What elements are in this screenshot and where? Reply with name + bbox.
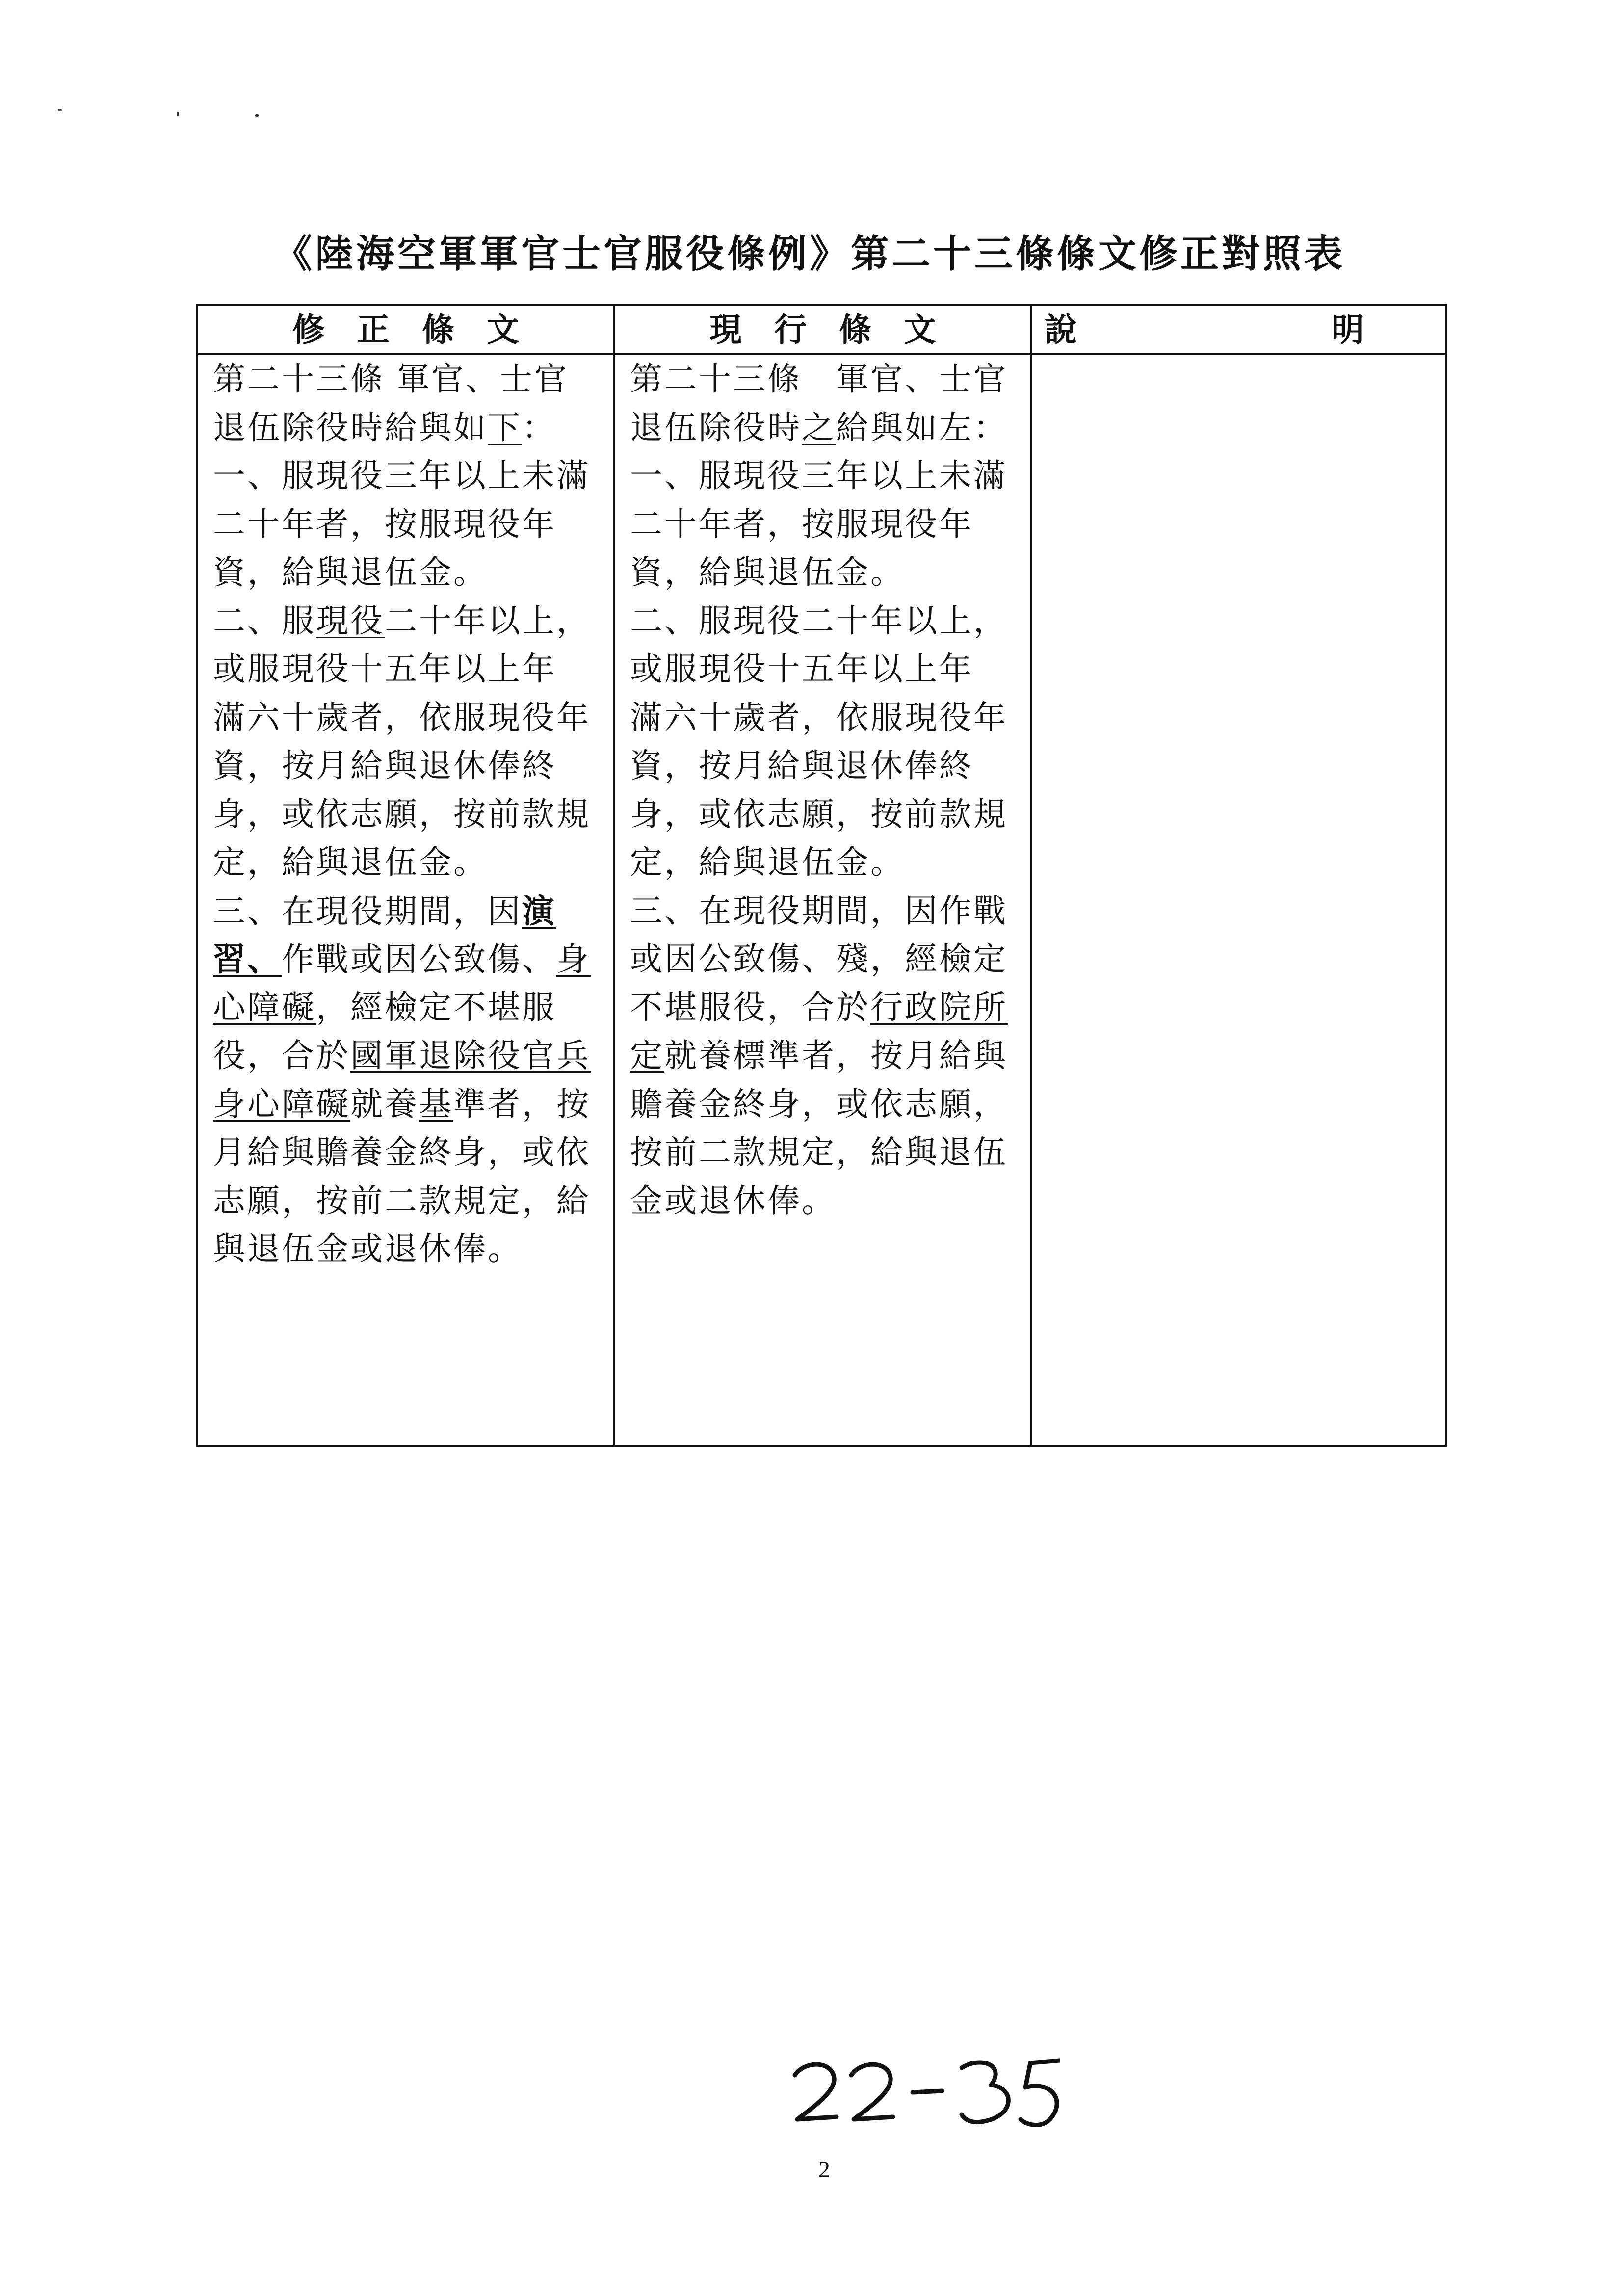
text-line: [213, 935, 605, 984]
header-explanation-left: 說: [1045, 311, 1077, 349]
text-segment: ：: [522, 408, 556, 446]
amended-text-segment: 現役: [316, 601, 385, 640]
amended-text-segment: 心障礙: [213, 988, 316, 1026]
text-segment: 資，給與退伍金。: [630, 553, 905, 591]
text-segment: 與退伍金或退休俸。: [213, 1230, 522, 1268]
text-segment: 志願，按前二款規定，給: [213, 1181, 591, 1220]
text-segment: 就養: [350, 1085, 419, 1123]
text-segment: 二、服: [213, 601, 316, 640]
scan-speck: [177, 112, 179, 116]
text-segment: 身，或依志願，按前款規: [630, 795, 1008, 833]
amended-text-segment: 定: [630, 1037, 664, 1074]
current-text-column: [630, 355, 1022, 1225]
text-segment: 或因公致傷、殘，經檢定: [630, 940, 1008, 978]
text-segment: 三、在現役期間，因作戰: [630, 891, 1008, 930]
text-line: [213, 887, 605, 936]
text-line: [213, 645, 605, 694]
text-segment: 準者，按: [453, 1085, 591, 1123]
header-revised-text: 修 正 條 文: [292, 311, 519, 349]
text-segment: 第二十三條 軍官、士官: [213, 360, 569, 398]
text-segment: 按前二款規定，給與退伍: [630, 1133, 1008, 1171]
text-segment: 資，按月給與退休俸終: [630, 747, 973, 784]
comparison-table: [196, 304, 1447, 1447]
text-segment: 月給與贍養金終身，或依: [213, 1133, 591, 1171]
text-segment: 或服現役十五年以上年: [630, 650, 973, 688]
text-line: [630, 404, 1022, 452]
text-line: [630, 1080, 1022, 1129]
text-line: [213, 984, 605, 1032]
text-segment: 就養標準者，按月給與: [664, 1037, 1008, 1074]
text-segment: 三、在現役期間，因: [213, 892, 522, 930]
amended-text-segment: 國軍退除役官兵: [350, 1037, 591, 1074]
text-line: [630, 355, 1022, 404]
text-segment: 或服現役十五年以上年: [213, 650, 556, 688]
scan-speck: [58, 109, 62, 111]
text-line: [213, 404, 605, 452]
amended-text-segment: 習、: [213, 940, 282, 978]
amended-text-segment: 之: [802, 408, 836, 446]
text-line: [630, 1177, 1022, 1226]
text-segment: ，經檢定不堪服: [316, 988, 556, 1026]
text-segment: 定，給與退伍金。: [630, 843, 905, 881]
header-explanation-right: 明: [1332, 311, 1364, 349]
text-line: [630, 984, 1022, 1032]
text-segment: 退伍除役時給與如: [213, 408, 488, 446]
text-segment: 二十年者，按服現役年: [213, 505, 556, 543]
amended-text-segment: 基: [419, 1085, 453, 1123]
text-line: [630, 452, 1022, 500]
text-line: [213, 452, 605, 500]
text-segment: 一、服現役三年以上未滿: [630, 457, 1008, 495]
text-line: [630, 790, 1022, 839]
text-line: [213, 742, 605, 790]
text-line: [213, 1177, 605, 1226]
text-segment: 二、服現役二十年以上，: [630, 601, 1008, 640]
amended-text-segment: 身心障礙: [213, 1085, 350, 1123]
text-segment: 退伍除役時: [630, 408, 802, 446]
text-line: [213, 1128, 605, 1177]
text-segment: 二十年以上，: [385, 601, 591, 640]
text-line: [213, 500, 605, 549]
text-segment: 金或退休俸。: [630, 1181, 836, 1220]
text-line: [213, 355, 605, 404]
text-line: [630, 887, 1022, 936]
text-line: [213, 1080, 605, 1129]
text-line: [213, 1225, 605, 1274]
amended-text-segment: 身: [556, 940, 591, 978]
revised-text-column: [213, 355, 605, 1274]
text-segment: 不堪服役，合於: [630, 988, 870, 1026]
text-segment: 給與如左：: [836, 408, 1008, 446]
column-divider: [613, 306, 615, 1445]
text-line: [213, 1032, 605, 1080]
amended-text-segment: 行政院所: [870, 988, 1008, 1026]
text-line: [630, 645, 1022, 694]
text-segment: 滿六十歲者，依服現役年: [213, 698, 591, 736]
text-line: [213, 597, 605, 646]
text-segment: 資，按月給與退休俸終: [213, 747, 556, 784]
text-line: [630, 935, 1022, 984]
text-segment: 役，合於: [213, 1037, 350, 1074]
header-current-text: 現 行 條 文: [709, 311, 936, 349]
text-segment: 二十年者，按服現役年: [630, 505, 973, 543]
column-divider: [1030, 306, 1032, 1445]
text-line: [630, 694, 1022, 742]
text-line: [213, 838, 605, 887]
text-line: [630, 1032, 1022, 1080]
text-line: [630, 838, 1022, 887]
text-segment: 贍養金終身，或依志願，: [630, 1085, 1008, 1123]
amended-text-segment: 演: [522, 891, 556, 930]
text-segment: 定，給與退伍金。: [213, 843, 488, 881]
text-segment: 作戰或因公致傷、: [282, 940, 556, 978]
text-line: [630, 500, 1022, 549]
text-line: [213, 694, 605, 742]
text-line: [630, 597, 1022, 646]
text-segment: 資，給與退伍金。: [213, 553, 488, 591]
scan-speck: [255, 114, 259, 117]
text-segment: 一、服現役三年以上未滿: [213, 457, 591, 495]
text-segment: 滿六十歲者，依服現役年: [630, 698, 1008, 736]
text-line: [630, 1128, 1022, 1177]
amended-text-segment: 下: [488, 408, 522, 446]
text-segment: 身，或依志願，按前款規: [213, 795, 591, 833]
text-segment: 第二十三條 軍官、士官: [630, 360, 1008, 398]
text-line: [213, 548, 605, 597]
text-line: [630, 742, 1022, 790]
document-title: 《陸海空軍軍官士官服役條例》第二十三條條文修正對照表: [273, 232, 1345, 276]
text-line: [630, 548, 1022, 597]
handwritten-page-note: [785, 2046, 1060, 2134]
text-line: [213, 790, 605, 839]
page-number: 2: [818, 2157, 830, 2183]
